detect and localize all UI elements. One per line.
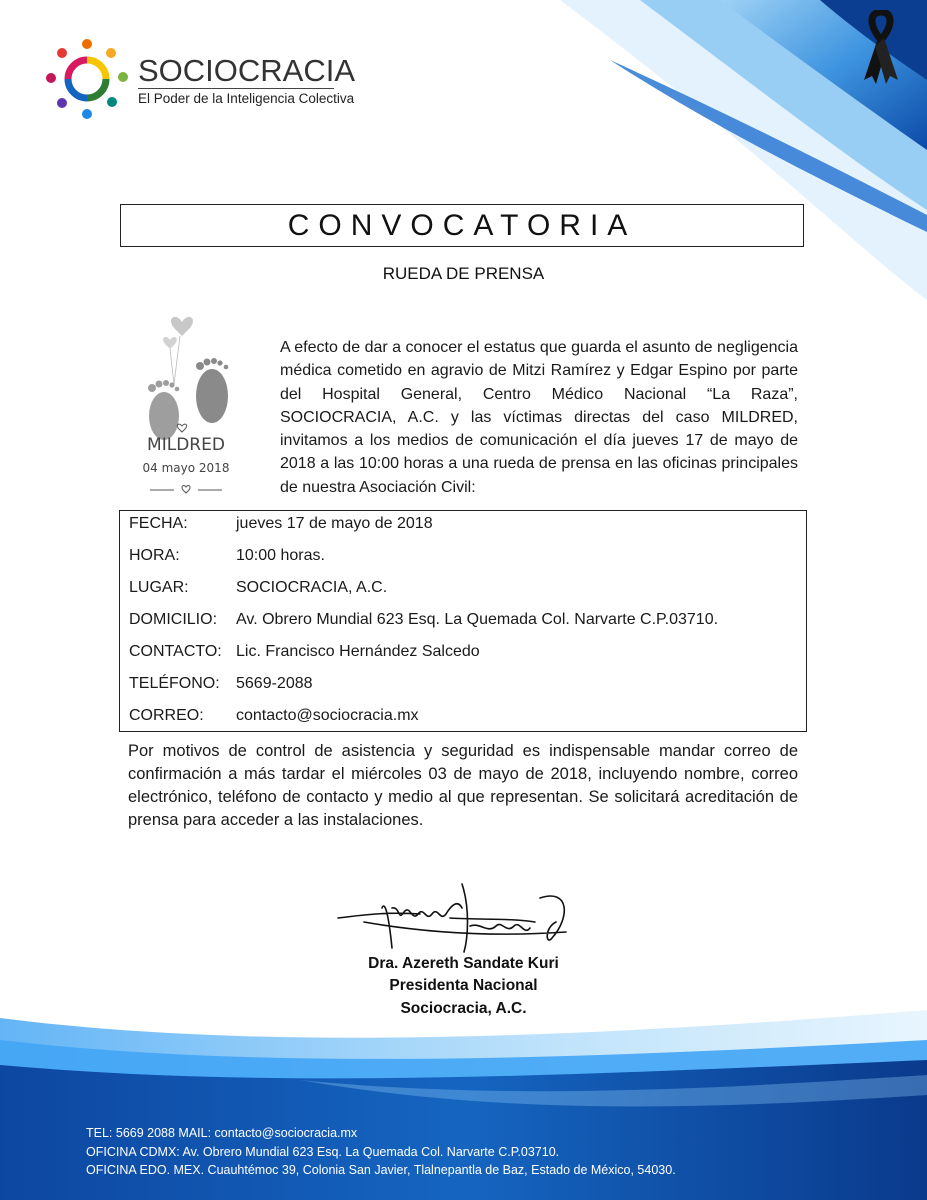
detail-row-hora bbox=[129, 547, 325, 571]
attendance-note: Por motivos de control de asistencia y seguridad es indispensable mandar correo de confirmación a más tardar el miércoles 03 de mayo de 2018, incluyendo nombre, correo electrónico, teléfono de contacto y medio al que representan. Se solicitará acreditación de prensa para acceder a las instalaciones. bbox=[128, 742, 798, 829]
footer-office-edomex: OFICINA EDO. MEX. Cuauhtémoc 39, Colonia San Javier, Tlalnepantla de Baz, Estado de México, 54030. bbox=[86, 1163, 676, 1177]
detail-row-telefono bbox=[129, 675, 313, 699]
detail-row-contacto bbox=[129, 643, 480, 667]
page-title: CONVOCATORIA bbox=[287, 208, 637, 242]
detail-value: Lic. Francisco Hernández Salcedo bbox=[236, 643, 480, 660]
detail-value: Av. Obrero Mundial 623 Esq. La Quemada Col. Narvarte C.P.03710. bbox=[236, 611, 719, 628]
brand-name: SOCIOCRACIA bbox=[138, 53, 356, 88]
sociocracia-logo-icon bbox=[44, 38, 130, 120]
detail-row-lugar bbox=[129, 579, 387, 603]
detail-row-fecha bbox=[129, 515, 433, 539]
logo-divider bbox=[138, 88, 334, 89]
detail-label: CONTACTO: bbox=[129, 643, 222, 660]
footer-office-cdmx: OFICINA CDMX: Av. Obrero Mundial 623 Esq. La Quemada Col. Narvarte C.P.03710. bbox=[86, 1145, 560, 1159]
signatory-name: Dra. Azereth Sandate Kuri bbox=[368, 955, 559, 972]
memorial-name: MILDRED bbox=[147, 435, 225, 455]
mourning-ribbon-icon bbox=[860, 10, 902, 84]
title-box bbox=[120, 204, 804, 247]
signature-scribble bbox=[330, 878, 580, 958]
brand-tagline: El Poder de la Inteligencia Colectiva bbox=[138, 91, 355, 106]
details-box bbox=[119, 510, 807, 732]
detail-label: HORA: bbox=[129, 547, 180, 564]
detail-row-domicilio bbox=[129, 611, 718, 635]
detail-label: LUGAR: bbox=[129, 579, 189, 596]
footer-contact: TEL: 5669 2088 MAIL: contacto@sociocracia.mx bbox=[86, 1126, 358, 1140]
detail-row-correo bbox=[129, 707, 419, 731]
memorial-footprints-illustration bbox=[122, 304, 250, 500]
detail-label: TELÉFONO: bbox=[129, 675, 220, 692]
detail-label: FECHA: bbox=[129, 515, 188, 532]
detail-value: 10:00 horas. bbox=[236, 547, 325, 564]
detail-label: CORREO: bbox=[129, 707, 204, 724]
signatory-role: Presidenta Nacional bbox=[389, 977, 538, 994]
memorial-date: 04 mayo 2018 bbox=[142, 461, 230, 475]
detail-value: 5669-2088 bbox=[236, 675, 313, 692]
email-link[interactable]: contacto@sociocracia.mx bbox=[236, 707, 419, 724]
subtitle: RUEDA DE PRENSA bbox=[382, 264, 545, 283]
signatory-org: Sociocracia, A.C. bbox=[400, 1000, 527, 1017]
detail-label: DOMICILIO: bbox=[129, 611, 218, 628]
intro-paragraph: A efecto de dar a conocer el estatus que guarda el asunto de negligencia médica cometido en agravio de Mitzi Ramírez y Edgar Espino por parte del Hospital General, Centro Médico Nacional “La Raza”, SOCIOCRACIA, A.C. y las víctimas directas del caso MILDRED, invitamos a los medios de comunicación el día jueves 17 de mayo de 2018 a las 10:00 horas a una rueda de prensa en las oficinas principales de nuestra Asociación Civil: bbox=[280, 339, 798, 496]
detail-value: jueves 17 de mayo de 2018 bbox=[236, 515, 433, 532]
detail-value: SOCIOCRACIA, A.C. bbox=[236, 579, 388, 596]
